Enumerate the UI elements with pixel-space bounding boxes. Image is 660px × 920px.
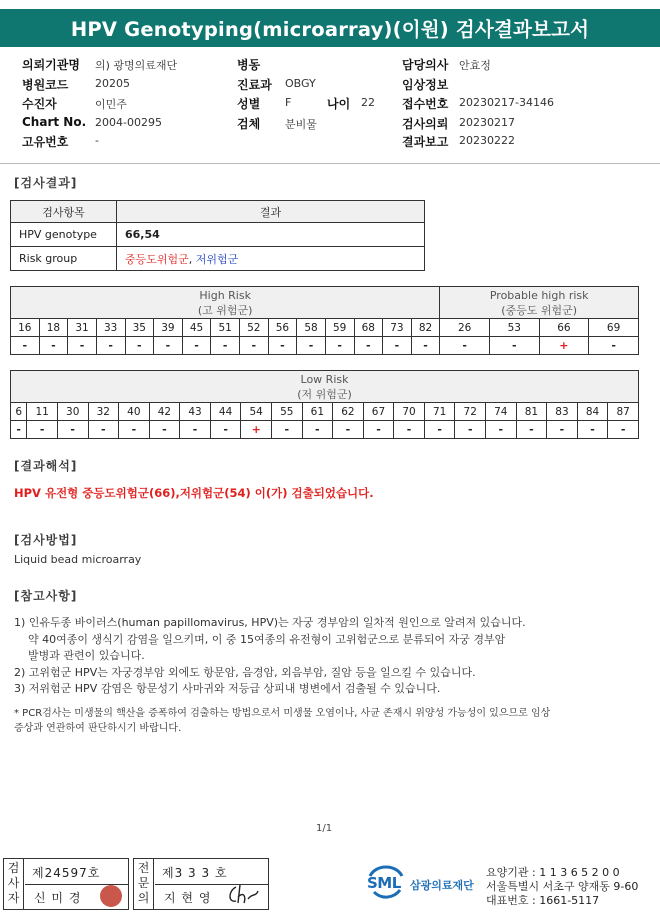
genotype-value: 66,54 bbox=[117, 223, 425, 247]
genotype-number-cell: 55 bbox=[271, 403, 302, 421]
genotype-result-cell: - bbox=[489, 337, 539, 355]
genotype-result-cell: - bbox=[325, 337, 354, 355]
specialist-label-text: 전문의 bbox=[137, 861, 150, 905]
genotype-result-cell: - bbox=[39, 337, 68, 355]
genotype-number-cell: 67 bbox=[363, 403, 394, 421]
logo-org: 삼광의료재단 bbox=[410, 879, 474, 892]
doctor-label: 담당의사 bbox=[402, 58, 449, 72]
unique-label: 고유번호 bbox=[22, 135, 69, 149]
genotype-number-cell: 62 bbox=[333, 403, 364, 421]
genotype-result-cell: - bbox=[333, 421, 364, 439]
genotype-number-cell: 26 bbox=[440, 319, 490, 337]
note-line: 발병과 관련이 있습니다. bbox=[14, 649, 145, 662]
request-value: 20230217 bbox=[459, 116, 515, 129]
hospital-code-label: 병원코드 bbox=[22, 78, 69, 92]
org-address: 서울특별시 서초구 양재동 9-60 bbox=[486, 880, 639, 893]
genotype-number-cell: 31 bbox=[68, 319, 97, 337]
high-risk-title: High Risk bbox=[199, 288, 251, 302]
divider bbox=[0, 163, 660, 164]
high-risk-header bbox=[11, 287, 440, 319]
genotype-result-cell: - bbox=[297, 337, 326, 355]
genotype-result-cell: - bbox=[88, 421, 119, 439]
genotype-result-cell: - bbox=[182, 337, 211, 355]
accession-value: 20230217-34146 bbox=[459, 96, 554, 109]
genotype-result-cell: + bbox=[539, 337, 589, 355]
genotype-number-cell: 87 bbox=[608, 403, 639, 421]
tester-label bbox=[4, 859, 24, 909]
interpretation-section-title: [결과해석] bbox=[14, 459, 78, 473]
genotype-number-cell: 11 bbox=[27, 403, 58, 421]
genotype-result-cell: - bbox=[125, 337, 154, 355]
patient-value: 이민주 bbox=[95, 98, 127, 111]
genotype-number-cell: 68 bbox=[354, 319, 383, 337]
specimen-value: 분비물 bbox=[285, 118, 317, 131]
method-section-title: [검사방법] bbox=[14, 533, 78, 547]
genotype-number-cell: 18 bbox=[39, 319, 68, 337]
genotype-number-cell: 72 bbox=[455, 403, 486, 421]
genotype-result-cell: - bbox=[27, 421, 58, 439]
genotype-result-cell: - bbox=[363, 421, 394, 439]
genotype-result-cell: - bbox=[149, 421, 180, 439]
genotype-result-cell: - bbox=[394, 421, 425, 439]
method-text: Liquid bead microarray bbox=[14, 553, 142, 566]
org-code: 요양기관 : 1 1 3 6 5 2 0 0 bbox=[486, 866, 620, 879]
results-section-title: [검사결과] bbox=[14, 176, 78, 190]
low-risk-genotype-table bbox=[10, 370, 639, 439]
genotype-number-cell: 70 bbox=[394, 403, 425, 421]
genotype-result-cell: - bbox=[210, 421, 241, 439]
genotype-number-cell: 43 bbox=[180, 403, 211, 421]
genotype-result-cell: + bbox=[241, 421, 272, 439]
genotype-number-cell: 81 bbox=[516, 403, 547, 421]
genotype-number-cell: 44 bbox=[210, 403, 241, 421]
specialist-box bbox=[133, 858, 269, 910]
doctor-value: 안효정 bbox=[459, 59, 491, 72]
genotype-number-cell: 35 bbox=[125, 319, 154, 337]
genotype-number-cell: 66 bbox=[539, 319, 589, 337]
genotype-number-cell: 83 bbox=[547, 403, 578, 421]
genotype-result-cell: - bbox=[57, 421, 88, 439]
genotype-result-cell: - bbox=[96, 337, 125, 355]
note-line: 3) 저위험군 HPV 감염은 항문성기 사마귀와 저등급 상피내 병변에서 검출될 수 있습니다. bbox=[14, 682, 441, 695]
sml-logo bbox=[366, 862, 486, 902]
genotype-result-cell: - bbox=[383, 337, 412, 355]
clinical-label: 임상정보 bbox=[402, 78, 449, 92]
genotype-number-cell: 84 bbox=[577, 403, 608, 421]
tester-license: 제24597호 bbox=[32, 866, 101, 880]
note-line: 2) 고위험군 HPV는 자궁경부암 외에도 항문암, 음경암, 외음부암, 질암 등을 일으킬 수 있습니다. bbox=[14, 665, 476, 679]
sex-value: F bbox=[285, 96, 292, 109]
patient-label: 수진자 bbox=[22, 97, 57, 111]
genotype-result-cell: - bbox=[440, 337, 490, 355]
chart-value: 2004-00295 bbox=[95, 116, 162, 129]
high-risk-genotype-table bbox=[10, 286, 639, 355]
sex-label: 성별 bbox=[237, 97, 261, 111]
genotype-result-cell: - bbox=[211, 337, 240, 355]
genotype-result-cell: - bbox=[180, 421, 211, 439]
report-label: 결과보고 bbox=[402, 135, 449, 149]
genotype-number-cell: 69 bbox=[589, 319, 639, 337]
dept-value: OBGY bbox=[285, 77, 316, 90]
page-number: 1/1 bbox=[316, 823, 333, 834]
tester-name: 신 미 경 bbox=[34, 891, 82, 905]
genotype-number-cell: 32 bbox=[88, 403, 119, 421]
genotype-number-cell: 42 bbox=[149, 403, 180, 421]
col-result-header: 결과 bbox=[117, 201, 425, 223]
institution-label: 의뢰기관명 bbox=[22, 58, 80, 72]
low-risk-title: Low Risk bbox=[300, 372, 349, 386]
genotype-number-cell: 61 bbox=[302, 403, 333, 421]
genotype-result-cell: - bbox=[240, 337, 269, 355]
chart-label: Chart No. bbox=[22, 115, 87, 129]
genotype-number-cell: 58 bbox=[297, 319, 326, 337]
genotype-number-cell: 33 bbox=[96, 319, 125, 337]
genotype-number-cell: 73 bbox=[383, 319, 412, 337]
risk-low: 저위험군 bbox=[195, 252, 239, 266]
genotype-number-cell: 6 bbox=[11, 403, 27, 421]
genotype-label: HPV genotype bbox=[11, 223, 117, 247]
report-title: HPV Genotyping(microarray)(이원) 검사결과보고서 bbox=[0, 9, 660, 47]
genotype-number-cell: 56 bbox=[268, 319, 297, 337]
specimen-label: 검체 bbox=[237, 117, 261, 131]
genotype-number-cell: 74 bbox=[486, 403, 517, 421]
genotype-number-cell: 16 bbox=[11, 319, 40, 337]
ward-label: 병동 bbox=[237, 58, 261, 72]
specialist-name: 지 현 영 bbox=[164, 891, 212, 905]
genotype-number-cell: 59 bbox=[325, 319, 354, 337]
tester-box bbox=[3, 858, 129, 910]
tester-label-text: 검사자 bbox=[7, 861, 20, 905]
genotype-number-cell: 51 bbox=[211, 319, 240, 337]
high-risk-subtitle: (고 위험군) bbox=[197, 303, 253, 317]
hospital-code-value: 20205 bbox=[95, 77, 130, 90]
genotype-result-cell: - bbox=[271, 421, 302, 439]
age-label: 나이 bbox=[327, 97, 351, 111]
dept-label: 진료과 bbox=[237, 78, 272, 92]
note-line: 1) 인유두종 바이러스(human papillomavirus, HPV)는 자궁 경부암의 일차적 원인으로 알려져 있습니다. bbox=[14, 616, 526, 629]
genotype-result-cell: - bbox=[424, 421, 455, 439]
signature-icon bbox=[226, 883, 260, 907]
genotype-result-cell: - bbox=[11, 421, 27, 439]
risk-label: Risk group bbox=[11, 247, 117, 271]
org-phone: 대표번호 : 1661-5117 bbox=[486, 894, 600, 907]
accession-label: 접수번호 bbox=[402, 97, 449, 111]
low-risk-header bbox=[11, 371, 639, 403]
unique-value: - bbox=[95, 134, 99, 147]
genotype-result-cell: - bbox=[119, 421, 150, 439]
genotype-result-cell: - bbox=[268, 337, 297, 355]
logo-text: SML bbox=[367, 874, 401, 892]
genotype-number-cell: 30 bbox=[57, 403, 88, 421]
probable-high-risk-header bbox=[440, 287, 639, 319]
genotype-result-cell: - bbox=[68, 337, 97, 355]
specialist-license: 제3 3 3 호 bbox=[162, 866, 228, 880]
genotype-result-cell: - bbox=[486, 421, 517, 439]
institution-value: 의) 광명의료재단 bbox=[95, 59, 178, 72]
genotype-number-cell: 53 bbox=[489, 319, 539, 337]
request-label: 검사의뢰 bbox=[402, 117, 449, 131]
genotype-number-cell: 82 bbox=[411, 319, 440, 337]
col-item-header: 검사항목 bbox=[11, 201, 117, 223]
risk-mid: 중등도위험군 bbox=[125, 252, 189, 266]
genotype-result-cell: - bbox=[589, 337, 639, 355]
genotype-number-cell: 40 bbox=[119, 403, 150, 421]
genotype-number-cell: 71 bbox=[424, 403, 455, 421]
genotype-number-cell: 45 bbox=[182, 319, 211, 337]
age-value: 22 bbox=[361, 96, 375, 109]
report-value: 20230222 bbox=[459, 134, 515, 147]
genotype-result-cell: - bbox=[154, 337, 183, 355]
probable-high-risk-title: Probable high risk bbox=[489, 288, 589, 302]
seal-stamp-icon bbox=[100, 885, 122, 907]
genotype-result-cell: - bbox=[608, 421, 639, 439]
genotype-number-cell: 52 bbox=[240, 319, 269, 337]
patient-info-block bbox=[0, 56, 660, 160]
genotype-result-cell: - bbox=[455, 421, 486, 439]
probable-high-risk-subtitle: (중등도 위험군) bbox=[501, 303, 578, 317]
genotype-result-cell: - bbox=[302, 421, 333, 439]
risk-separator: , bbox=[188, 252, 193, 266]
pcr-note-line-2: 증상과 연관하여 판단하시기 바랍니다. bbox=[14, 723, 182, 734]
specialist-label bbox=[134, 859, 154, 909]
risk-value bbox=[117, 247, 425, 271]
interpretation-text: HPV 유전형 중등도위험군(66),저위험군(54) 이(가) 검출되었습니다. bbox=[14, 486, 374, 500]
genotype-result-cell: - bbox=[547, 421, 578, 439]
results-table bbox=[10, 200, 425, 271]
note-line: 약 40여종이 생식기 감염을 일으키며, 이 중 15여종의 유전형이 고위험군으로 분류되어 자궁 경부암 bbox=[14, 632, 506, 646]
notes-list bbox=[14, 615, 526, 698]
notes-section-title: [참고사항] bbox=[14, 589, 78, 603]
genotype-number-cell: 54 bbox=[241, 403, 272, 421]
genotype-result-cell: - bbox=[411, 337, 440, 355]
pcr-note-line-1: * PCR검사는 미생물의 핵산을 증폭하여 검출하는 방법으로서 미생물 오염이나, 사균 존재시 위양성 가능성이 있으므로 임상 bbox=[14, 708, 551, 719]
genotype-result-cell: - bbox=[577, 421, 608, 439]
genotype-number-cell: 39 bbox=[154, 319, 183, 337]
genotype-result-cell: - bbox=[516, 421, 547, 439]
genotype-result-cell: - bbox=[354, 337, 383, 355]
genotype-result-cell: - bbox=[11, 337, 40, 355]
low-risk-subtitle: (저 위험군) bbox=[297, 387, 352, 401]
